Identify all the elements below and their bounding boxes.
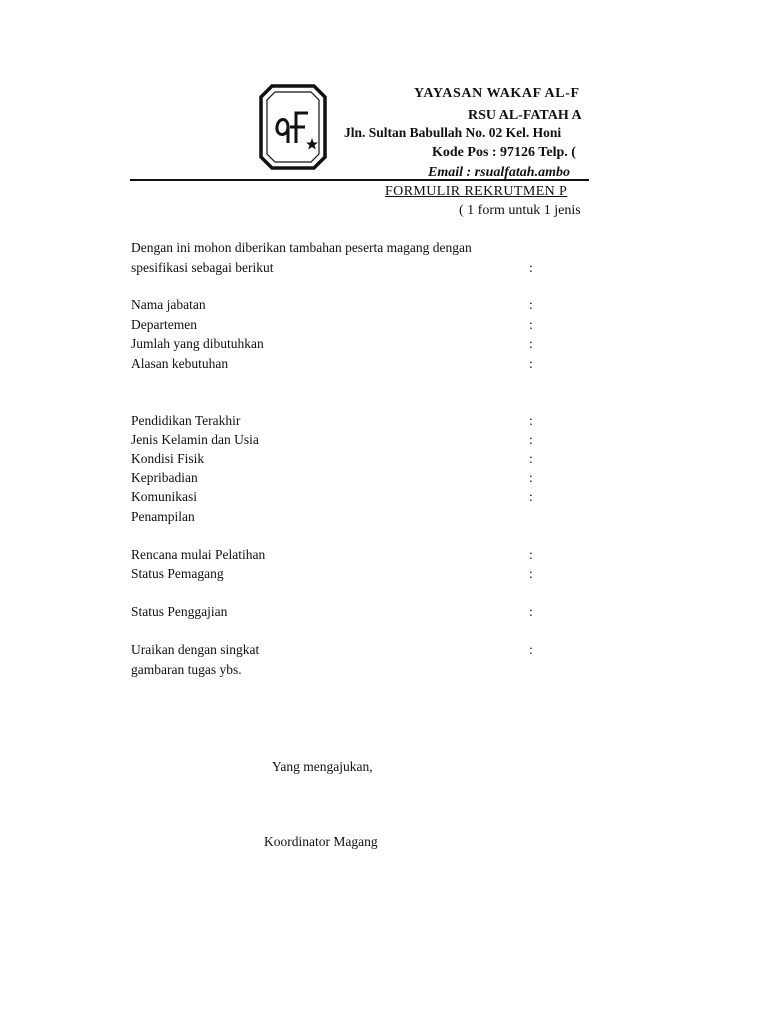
intro-line-1: Dengan ini mohon diberikan tambahan peserta magang dengan: [131, 240, 472, 255]
signature-role: Koordinator Magang: [264, 834, 378, 849]
field-label-departemen: Departemen: [131, 317, 197, 332]
field-label-nama-jabatan: Nama jabatan: [131, 297, 206, 312]
field-label-pendidikan: Pendidikan Terakhir: [131, 413, 241, 428]
field-colon: :: [529, 297, 533, 312]
field-label-status-penggajian: Status Penggajian: [131, 604, 228, 619]
field-label-uraian: Uraikan dengan singkat: [131, 642, 260, 657]
af-star-logo: [258, 83, 328, 171]
field-label-kondisi-fisik: Kondisi Fisik: [131, 451, 205, 466]
field-colon: :: [529, 642, 533, 657]
field-colon: :: [529, 451, 533, 466]
field-label-jenis-kelamin-usia: Jenis Kelamin dan Usia: [131, 432, 259, 447]
field-label-kepribadian: Kepribadian: [131, 470, 198, 485]
field-label-status-pemagang: Status Pemagang: [131, 566, 224, 581]
field-colon: :: [529, 604, 533, 619]
field-label-penampilan: Penampilan: [131, 509, 195, 524]
field-colon: :: [529, 489, 533, 504]
field-label-jumlah: Jumlah yang dibutuhkan: [131, 336, 264, 351]
hospital-name: RSU AL-FATAH A: [468, 108, 582, 123]
field-colon: :: [529, 336, 533, 351]
field-label-komunikasi: Komunikasi: [131, 489, 197, 504]
field-colon: :: [529, 317, 533, 332]
form-subtitle: ( 1 form untuk 1 jenis: [459, 203, 581, 218]
header-divider: [130, 179, 589, 181]
field-colon: :: [529, 413, 533, 428]
field-colon: :: [529, 566, 533, 581]
hospital-address: Jln. Sultan Babullah No. 02 Kel. Honi: [344, 125, 562, 140]
organization-name: YAYASAN WAKAF AL-F: [414, 86, 580, 101]
field-colon: :: [529, 260, 533, 275]
signature-submitted-by: Yang mengajukan,: [272, 759, 373, 774]
field-colon: :: [529, 547, 533, 562]
intro-line-2: spesifikasi sebagai berikut: [131, 260, 274, 275]
field-label-alasan: Alasan kebutuhan: [131, 356, 229, 371]
field-colon: :: [529, 356, 533, 371]
field-label-gambaran-tugas: gambaran tugas ybs.: [131, 662, 242, 677]
field-label-rencana-pelatihan: Rencana mulai Pelatihan: [131, 547, 266, 562]
field-colon: :: [529, 432, 533, 447]
form-title: FORMULIR REKRUTMEN P: [385, 184, 568, 199]
field-colon: :: [529, 470, 533, 485]
hospital-email: Email : rsualfatah.ambo: [428, 165, 570, 180]
postal-phone: Kode Pos : 97126 Telp. (: [432, 145, 576, 160]
